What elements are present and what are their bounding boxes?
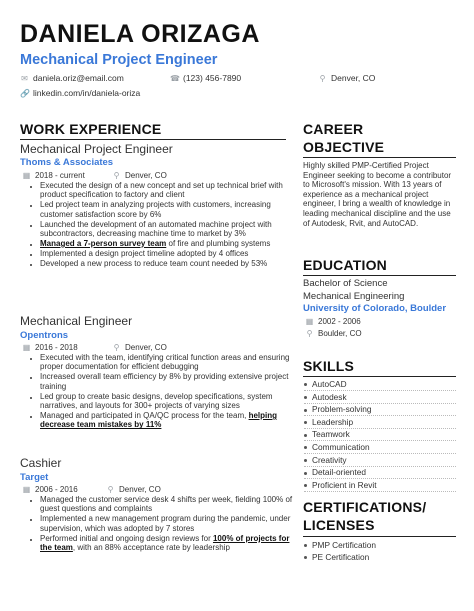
job-bullets: [28, 353, 298, 430]
job-location-text: Denver, CO: [125, 343, 167, 352]
section-title-objective: [303, 120, 458, 156]
skill-label: Teamwork: [312, 429, 350, 440]
section-divider: [303, 376, 456, 377]
map-pin-icon: ⚲: [319, 73, 326, 83]
contact-phone[interactable]: [170, 73, 241, 83]
edu-dates-text: 2002 - 2006: [318, 317, 361, 326]
calendar-icon: ▦: [305, 317, 314, 326]
bullet-dot-icon: [304, 472, 307, 475]
skill-item: [304, 417, 353, 427]
section-title-line: CAREER: [303, 121, 364, 137]
skill-label: Leadership: [312, 416, 354, 427]
job-dates: [22, 485, 78, 494]
job-dates: [22, 171, 85, 180]
linkedin-text: linkedin.com/in/daniela-oriza: [33, 88, 141, 98]
bullet-item: • Implemented a new management program during the pandemic, under supervision, which was adopted by 7 stores: [40, 514, 298, 533]
phone-icon: ☎: [170, 73, 180, 83]
section-divider: [303, 157, 456, 158]
job-location: [106, 485, 161, 494]
skill-item: [304, 379, 347, 389]
job-role: Cashier: [20, 456, 62, 470]
job-dates-text: 2018 - current: [35, 171, 85, 180]
edu-field: Mechanical Engineering: [303, 291, 405, 302]
candidate-name: DANIELA ORIZAGA: [20, 20, 260, 48]
contact-email[interactable]: [20, 73, 124, 83]
job-location-text: Denver, CO: [119, 485, 161, 494]
edu-location: [305, 329, 362, 338]
job-dates-text: 2006 - 2016: [35, 485, 78, 494]
job-location: [112, 171, 167, 180]
email-text: daniela.oriz@email.com: [33, 73, 124, 83]
bullet-item: • Launched the development of an automated machine project with subcontractors, decreasing machine time to market by 3%: [40, 220, 298, 239]
bullet-item: • Executed with the team, identifying critical function areas and ensuring proper documentation for efficient debugging: [40, 353, 298, 372]
skill-item: [304, 480, 377, 490]
skill-label: Problem-solving: [312, 404, 372, 415]
bullet-item: • Led project team in analyzing projects with customers, increasing customer satisfaction score by 6%: [40, 200, 298, 219]
bullet-item: • Implemented a design project timeline adopted by 4 offices: [40, 249, 298, 258]
bullet-text: , with an 88% acceptance rate by leadership: [72, 543, 230, 553]
bullet-item: • Increased overall team efficiency by 8% by providing extensive project training: [40, 372, 298, 391]
job-bullets: [28, 495, 298, 553]
bullet-item: [40, 411, 298, 430]
certification-label: PMP Certification: [312, 540, 376, 550]
bullet-item: • Developed a new process to reduce team count needed by 53%: [40, 259, 298, 268]
job-location-text: Denver, CO: [125, 171, 167, 180]
skill-label: Detail-oriented: [312, 467, 366, 478]
linkedin-icon: 🔗: [20, 88, 30, 98]
job-role: Mechanical Project Engineer: [20, 142, 173, 156]
section-title-work: WORK EXPERIENCE: [20, 121, 162, 137]
edu-school: University of Colorado, Boulder: [303, 303, 447, 314]
edu-location-text: Boulder, CO: [318, 329, 362, 338]
bullet-text: of fire and plumbing systems: [166, 238, 271, 248]
job-role: Mechanical Engineer: [20, 314, 133, 328]
phone-text: (123) 456-7890: [183, 73, 242, 83]
map-pin-icon: ⚲: [113, 343, 120, 352]
skill-label: Creativity: [312, 454, 347, 465]
candidate-title: Mechanical Project Engineer: [20, 52, 218, 68]
bullet-item: [40, 239, 298, 248]
bullet-item: • Executed the design of a new concept and set up technical brief with product specification to factory and client: [40, 181, 298, 200]
bullet-dot-icon: [304, 383, 307, 386]
bullet-dot-icon: [304, 446, 307, 449]
skill-label: Autodesk: [312, 391, 347, 402]
bullet-highlight: helping decrease team mistakes by 11%: [40, 410, 278, 430]
skill-item: [304, 404, 371, 414]
certification-item: [304, 540, 376, 550]
map-pin-icon: ⚲: [107, 485, 114, 494]
skill-item: [304, 467, 366, 477]
skill-label: Communication: [312, 442, 370, 452]
section-title-skills: SKILLS: [303, 358, 354, 374]
map-pin-icon: ⚲: [113, 171, 120, 180]
edu-degree: Bachelor of Science: [303, 278, 388, 289]
section-divider: [20, 139, 286, 140]
calendar-icon: ▦: [22, 485, 31, 494]
skill-label: Proficient in Revit: [312, 479, 377, 490]
bullet-dot-icon: [304, 396, 307, 399]
bullet-highlight: 100% of projects for the team: [40, 533, 290, 553]
contact-location: [318, 73, 375, 83]
bullet-dot-icon: [304, 484, 307, 487]
section-divider: [303, 275, 456, 276]
envelope-icon: ✉: [21, 73, 28, 83]
skill-label: AutoCAD: [312, 379, 347, 389]
job-company: Target: [20, 472, 49, 483]
bullet-text: Managed and participated in QA/QC process for the team,: [40, 410, 249, 420]
bullet-text: Performed initial and ongoing design reviews for: [40, 533, 213, 543]
skill-divider: [304, 491, 456, 492]
job-location: [112, 343, 167, 352]
section-divider: [303, 536, 456, 537]
section-title-education: EDUCATION: [303, 257, 387, 273]
bullet-item: [40, 534, 298, 553]
map-pin-icon: ⚲: [306, 329, 313, 338]
bullet-dot-icon: [304, 459, 307, 462]
section-title-line: CERTIFICATIONS/: [303, 499, 427, 515]
skill-item: [304, 429, 350, 439]
bullet-highlight: Managed a 7-person survey team: [40, 238, 167, 248]
certification-item: [304, 552, 369, 562]
bullet-dot-icon: [304, 421, 307, 424]
calendar-icon: ▦: [22, 171, 31, 180]
bullet-dot-icon: [304, 409, 307, 412]
bullet-dot-icon: [304, 434, 307, 437]
job-company: Thoms & Associates: [20, 157, 114, 168]
section-title-certifications: [303, 498, 463, 534]
bullet-dot-icon: [304, 544, 307, 547]
objective-text: Highly skilled PMP-Certified Project Engineer seeking to become a contributor to Microsoft's mission. With 13 years of experience as a mechanical project engineer, I bring a wealth of knowledge in leading mechanical discipline and the use of Autodesk, Rvit, and AutoCAD.: [303, 161, 452, 228]
skill-item: [304, 455, 347, 465]
job-bullets: [28, 181, 298, 269]
skill-item: [304, 392, 347, 402]
section-title-line: LICENSES: [303, 517, 375, 533]
bullet-dot-icon: [304, 556, 307, 559]
section-title-line: OBJECTIVE: [303, 139, 385, 155]
edu-dates: [305, 317, 361, 326]
job-company: Opentrons: [20, 330, 69, 341]
bullet-item: • Led group to create basic designs, develop specifications, system narratives, and layouts for 300+ projects of varying sizes: [40, 392, 298, 411]
bullet-item: • Managed the customer service desk 4 shifts per week, fielding 100% of guest questions and complaints: [40, 495, 298, 514]
skill-item: [304, 442, 370, 452]
contact-linkedin[interactable]: [20, 88, 140, 98]
job-dates: [22, 343, 78, 352]
location-text: Denver, CO: [331, 73, 376, 83]
certification-label: PE Certification: [312, 552, 370, 562]
calendar-icon: ▦: [22, 343, 31, 352]
job-dates-text: 2016 - 2018: [35, 343, 78, 352]
